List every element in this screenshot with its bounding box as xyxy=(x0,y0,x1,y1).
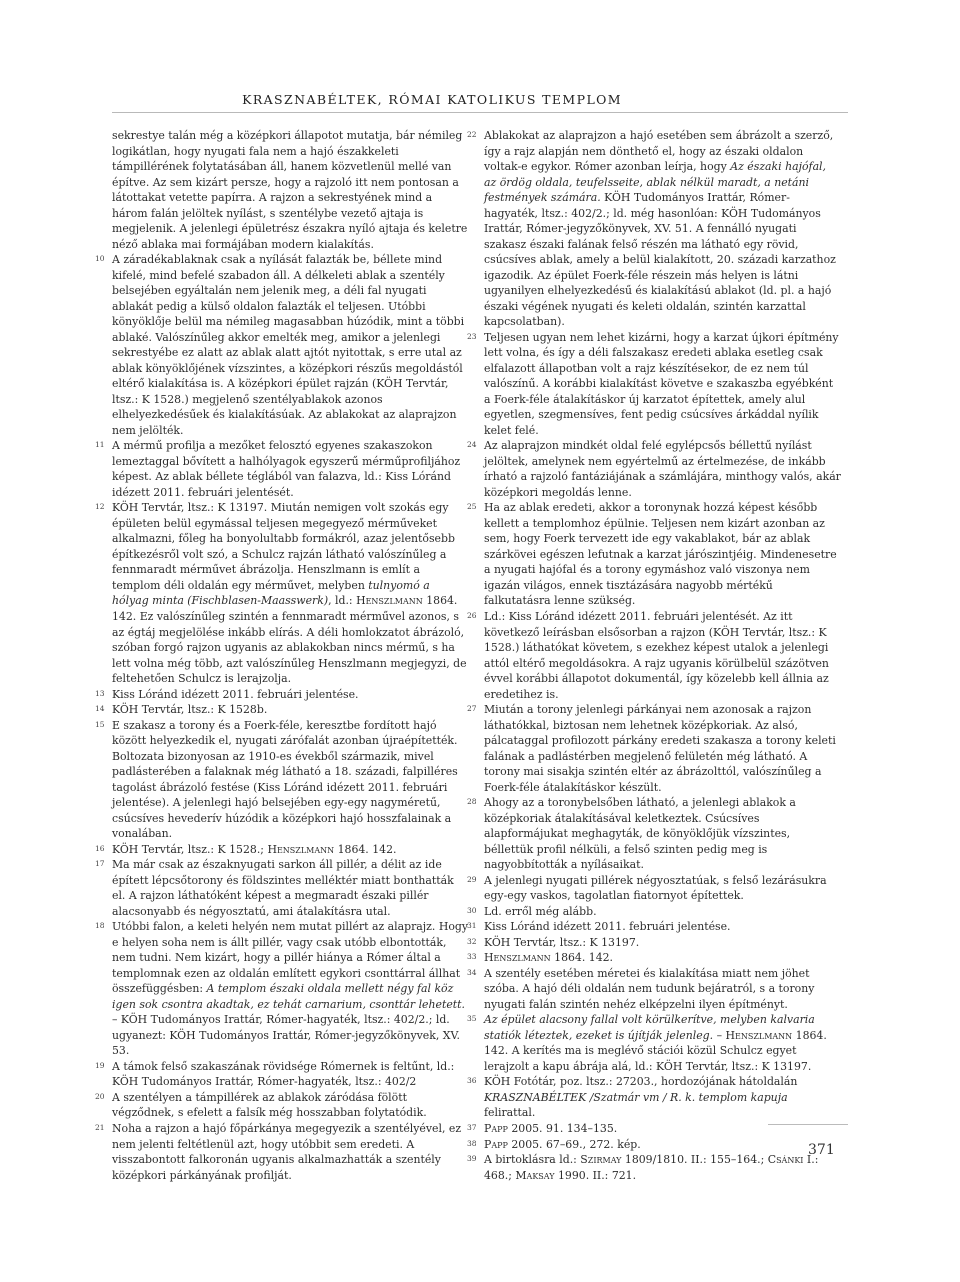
author-name: Henszlmann xyxy=(484,951,551,965)
footnote-number: 25 xyxy=(467,502,477,512)
footnote-text: 2005. 91. 134–135. xyxy=(507,1122,618,1135)
footnote-26 xyxy=(467,609,841,702)
footnote-12 xyxy=(95,500,469,686)
footnote-14 xyxy=(95,702,469,718)
footnote-number: 22 xyxy=(467,130,477,139)
footnote-29 xyxy=(467,873,841,904)
footnote-text: Ld. erről még alább. xyxy=(484,904,597,918)
footnote-text: Ma már csak az északnyugati sarkon áll pillér, a délit az ide épített lépcsőtorony és földszintes melléktér miatt bonthatták el. A rajzon láthatóként képest a megmaradt északi pillér alacsonyabb és négyosztatú, ami átalakításra utal. xyxy=(112,858,454,918)
footnote-30 xyxy=(467,904,841,920)
footnote-text: Az alaprajzon mindkét oldal felé egylépcsős béllettű nyílást jelöltek, amelynek nem egyértelmű az értelmezése, de inkább írható a rajzoló fantáziájának a számlájára, minthogy valós, akár középkori megoldás lenne. xyxy=(484,439,841,499)
footnote-number: 34 xyxy=(467,967,477,977)
footnote-number: 28 xyxy=(467,797,477,807)
footnote-text: A jelenlegi nyugati pillérek négyosztatúak, s felső lezárásukra egy-egy vaskos, tagolatlan fiatornyot építettek. xyxy=(484,873,827,903)
footnote-text: Miután a torony jelenlegi párkányai nem azonosak a rajzon láthatókkal, biztosan nem lehetnek középkoriak. Az alsó, pálcataggal profilozott párkány eredeti szakasza a torony keleti falának a padlástérben megjelenő felületén még látható. A torony mai sisakja szintén eltér az ábrázolttól, valószínűleg a Foerk-féle átalakításkor készült. xyxy=(484,703,836,794)
footnote-number: 30 xyxy=(467,905,477,915)
footnote-number: 17 xyxy=(95,859,105,869)
footnote-number: 38 xyxy=(467,1138,477,1148)
footnote-number: 31 xyxy=(467,921,477,931)
footnote-text: KÖH Tervtár, ltsz.: K 13197. xyxy=(484,935,640,949)
footnote-number: 18 xyxy=(95,921,105,931)
footnote-text: – KÖH Tudományos Irattár, Rómer-hagyaték, ltsz.: 402/2.; ld. ugyanezt: KÖH Tudományos Irattár, Rómer-jegyzőkönyvek, XV. 53. xyxy=(112,1013,460,1058)
footnote-quote: A templom északi oldala mellett négy fal köz igen sok csontra akadtak, ez tehát carnarium, csonttár lehetett. xyxy=(112,982,465,1011)
author-name: Henszlmann xyxy=(725,1028,793,1042)
footnote-18 xyxy=(95,919,469,1059)
page-number: 371 xyxy=(808,1142,835,1158)
footnote-number: 15 xyxy=(95,719,105,729)
footnote-text: 2005. 67–69., 272. kép. xyxy=(507,1137,641,1151)
footnote-text: , ld.: xyxy=(328,594,357,608)
footnote-text: 1990. II.: 721. xyxy=(554,1168,637,1182)
footnote-number: 11 xyxy=(95,440,105,450)
page-number-rule xyxy=(768,1124,848,1125)
footnote-text: KÖH Tervtár, ltsz.: K 13197. Miután nemigen volt szokás egy épületen belül egymással teljesen megegyező mérműveket alkalmazni, főleg ha bonyolultabb formákról, azaz jelentősebb építkezésről volt szó, a Schulcz rajzán látható valószínűleg a fennmaradt mérművet ábrázolja. Henszlmann is említ a templom déli oldalán egy mérművet, melyben xyxy=(112,501,455,592)
footnote-number: 21 xyxy=(95,1123,105,1132)
footnote-text: felirattal. xyxy=(484,1106,536,1120)
footnote-23 xyxy=(467,330,841,439)
footnote-text: Ha az ablak eredeti, akkor a toronynak hozzá képest később kellett a templomhoz épülnie. Teljesen nem kizárt azonban az sem, hogy Foerk tervezett ide egy vakablakot, bár az ablak szárkövei egészen lefutnak a karzat járószintjéig. Mindenesetre a nyugati hajófal és a torony egymáshoz való viszonya nem igazán világos, ennek tisztázására nagyobb mértékű falkutatásra lenne szükség. xyxy=(484,501,837,608)
footnote-number: 29 xyxy=(467,874,477,884)
header-rule xyxy=(112,112,848,113)
footnote-text: KÖH Tervtár, ltsz.: K 1528.; xyxy=(112,842,268,856)
footnote-number: 10 xyxy=(95,254,105,264)
footnote-number: 26 xyxy=(467,610,477,620)
footnote-number: 14 xyxy=(95,704,105,714)
footnote-number: 24 xyxy=(467,440,477,450)
footnote-number: 32 xyxy=(467,936,477,946)
footnote-16 xyxy=(95,842,469,858)
footnote-text: 1864. 142. A kerítés ma is meglévő stációi közül Schulcz egyet lerajzolt a kapu ábrája alá, ld.: KÖH Tervtár, ltsz.: K 13197. xyxy=(484,1028,827,1073)
footnote-text: Ablakokat az alaprajzon a hajó esetében sem ábrázolt a szerző, így a rajz alapján nem dönthető el, hogy az északi oldalon voltak-e egykor. Rómer azonban leírja, hogy xyxy=(484,129,834,174)
footnote-text: 1864. 142. Ez valószínűleg szintén a fennmaradt mérművel azonos, s az égtáj megjelölése inkább elírás. A déli homlokzatot ábrázoló, szóban forgó rajzon ugyanis az ablakokban nincs mérmű, s ha lett volna még több, azt valószínűleg Henszlmann megjegyzi, de feltehetően Schulcz is lerajzolja. xyxy=(112,594,467,686)
footnote-text: I.: 468.; xyxy=(484,1153,819,1182)
footnote-38 xyxy=(467,1137,841,1153)
footnote-number: 16 xyxy=(95,843,105,853)
footnote-17 xyxy=(95,857,469,919)
footnote-text: Teljesen ugyan nem lehet kizárni, hogy a karzat újkori építmény lett volna, és így a déli falszakasz eredeti ablaka esetleg csak elfalazott állapotban volt a rajz készítésekor, de ez nem túl valószínű. A korábbi kialakítást követve e szakaszba egyébként a Foerk-féle átalakításkor új karzatot építettek, amely alul egyetlen, szegmensíves, fent pedig csúcsíves árkáddal nyílik kelet felé. xyxy=(484,330,839,437)
footnote-text: – xyxy=(713,1028,726,1042)
footnote-32 xyxy=(467,935,841,951)
footnote-text: 1864. 142. xyxy=(550,951,614,965)
footnote-text: 1864. 142. xyxy=(334,842,397,856)
footnote-text: A birtoklásra ld.: xyxy=(484,1153,581,1167)
author-name: Papp xyxy=(484,1137,508,1151)
intro-paragraph: sekrestye talán még a középkori állapotot mutatja, bár némileg logikátlan, hogy nyugati fala nem a hajó északkeleti támpillérének folytatásában áll, hanem közvetlenül mellé van építve. Az sem kizárt persze, hogy a rajzoló itt nem pontosan a látottakat vetette papírra. A rajzon a sekrestyének mind a három falán jelöltek nyílást, s szentélybe vezető ajtaja is megjelenik. A jelenlegi épületrész északra nyíló ajtaja és keletre néző ablaka mai formájában modern kialakítás. xyxy=(112,129,468,251)
footnote-text: Kiss Lóránd idézett 2011. februári jelentése. xyxy=(484,920,731,934)
footnote-text: KÖH Tervtár, ltsz.: K 1528b. xyxy=(112,703,268,717)
footnote-number: 13 xyxy=(95,688,105,698)
footnote-21 xyxy=(95,1121,469,1183)
author-name: Henszlmann xyxy=(356,594,423,608)
footnote-19 xyxy=(95,1059,469,1090)
author-name: Maksay xyxy=(515,1168,555,1182)
footnote-text: 1809/1810. II.: 155–164.; xyxy=(621,1153,768,1167)
author-name: Henszlmann xyxy=(267,842,335,856)
left-column xyxy=(95,128,469,1182)
footnote-11 xyxy=(95,438,469,500)
footnote-number: 37 xyxy=(467,1123,477,1132)
author-name: Csánki xyxy=(767,1153,804,1167)
footnote-number: 33 xyxy=(467,952,477,962)
footnote-text: KÖH Tudományos Irattár, Rómer-hagyaték, ltsz.: 402/2.; ld. még hasonlóan: KÖH Tudományos Irattár, Rómer-jegyzőkönyvek, XV. 51. A fennálló nyugati szakasz északi falának felső részén ma látható egy rövid, csúcsíves ablak, amely a belül kialakított, 20. századi karzathoz igazodik. Az épület Foerk-féle részein más helyen is látni ugyanilyen elhelyezkedésű és kialakítású ablakot (ld. pl. a hajó északi végének nyugati és keleti oldalán, szintén karzattal kapcsolatban). xyxy=(484,191,836,329)
footnote-28 xyxy=(467,795,841,873)
footnote-text: E szakasz a torony és a Foerk-féle, keresztbe fordított hajó között helyezkedik el, nyugati zárófalát azonban újraépítették. Boltozata bizonyosan az 1910-es évekből származik, mivel padlásterében a falaknak még látható a 18. századi, falpilléres tagolást ábrázoló festése (Kiss Lóránd idézett 2011. februári jelentése). A jelenlegi hajó belsejében egy-egy nagyméretű, csúcsíves hevederív húzódik a középkori hajó hosszfalainak a vonalában. xyxy=(112,718,458,841)
footnote-quote: Az északi hajófal, az ördög oldala, teufelsseite, ablak nélkül maradt, a netáni festmények számára. xyxy=(484,160,827,205)
footnote-10 xyxy=(95,252,469,438)
footnote-20 xyxy=(95,1090,469,1121)
footnote-35 xyxy=(467,1012,841,1074)
footnote-34 xyxy=(467,966,841,1013)
footnote-25 xyxy=(467,500,841,609)
footnote-text: Ahogy az a toronybelsőben látható, a jelenlegi ablakok a középkoriak átalakításával keletkeztek. Csúcsíves alapformájukat meghagyták, de könyöklőjük vízszintes, béllettük profil nélküli, a felső szinten pedig meg is nagyobbították a nyílásaikat. xyxy=(484,796,796,872)
footnote-39 xyxy=(467,1152,841,1183)
footnote-13 xyxy=(95,687,469,703)
footnote-36 xyxy=(467,1074,841,1121)
footnote-number: 39 xyxy=(467,1154,477,1164)
footnote-22 xyxy=(467,128,841,330)
footnote-number: 36 xyxy=(467,1076,477,1086)
footnote-text: Ld.: Kiss Lóránd idézett 2011. februári jelentését. Az itt következő leírásban elsősorban a rajzon (KÖH Tervtár, ltsz.: K 1528.) láthatókat követem, s ezekhez képest utalok a jelenlegi attól eltérő megoldásokra. A rajz ugyanis körülbelül százötven évvel korábbi állapotot dokumentál, így közelebb kell állnia az eredetihez is. xyxy=(484,609,829,701)
footnote-text: A záradékablaknak csak a nyílását falazták be, béllete mind kifelé, mind befelé szabadon áll. A délkeleti ablak a szentély belsejében egyáltalán nem jelenik meg, a déli fal nyugati ablakát pedig a külső oldalon falazták el teljesen. Utóbbi könyöklője belül ma némileg magasabban húzódik, mint a többi ablaké. Valószínűleg akkor emelték meg, amikor a jelenlegi sekrestyébe ez alatt az ablak alatt ajtót nyitottak, s erre utal az ablak könyöklőjének vízszintes, a középkori részűs megoldástól eltérő kialakítása is. A középkori épület rajzán (KÖH Tervtár, ltsz.: K 1528.) megjelenő szentélyablakok azonos elhelyezkedésűek és kialakításúak. Az ablakokat az alaprajzon nem jelölték. xyxy=(112,253,465,437)
footnote-text: KÖH Fotótár, poz. ltsz.: 27203., hordozójának hátoldalán xyxy=(484,1075,798,1089)
footnote-15 xyxy=(95,718,469,842)
footnote-text: A mérmű profilja a mezőket felosztó egyenes szakaszokon lemeztaggal bővített a halhólyagok egyszerű mérműprofiljához képest. Az ablak béllete téglából van falazva, ld.: Kiss Lóránd idézett 2011. februári jelentését. xyxy=(112,439,461,499)
footnote-number: 23 xyxy=(467,331,477,341)
footnote-27 xyxy=(467,702,841,795)
footnote-text: Kiss Lóránd idézett 2011. februári jelentése. xyxy=(112,687,359,701)
footnote-text: A szentély esetében méretei és kialakítása miatt nem jöhet szóba. A hajó déli oldalán nem tudunk bejáratról, s a torony nyugati falán szintén nehéz elképzelni ilyen építményt. xyxy=(484,966,815,1011)
footnote-text: Noha a rajzon a hajó főpárkánya megegyezik a szentélyével, ez nem jelenti feltétlenül azt, hogy utóbbit sem eredeti. A visszabontott falkoronán ugyanis alkalmazhatták a szentély középkori párkányának profilját. xyxy=(112,1122,462,1182)
footnote-text: Utóbbi falon, a keleti helyén nem mutat pillért az alaprajz. Hogy e helyen soha nem is állt pillér, vagy csak utóbb elbontották, nem tudni. Nem kizárt, hogy a pillér hiánya a Rómer által a templomnak ezen az oldalán említett egykori csonttárral állhat összefüggésben: xyxy=(112,920,469,996)
footnote-quote: Az épület alacsony fallal volt körülkerítve, melyben kalvaria statiók léteztek, ezeket is újítják jelenleg. xyxy=(484,1013,815,1042)
running-header: KRASZNABÉLTEK, RÓMAI KATOLIKUS TEMPLOM xyxy=(242,92,622,107)
footnote-number: 27 xyxy=(467,704,477,714)
author-name: Szirmay xyxy=(580,1153,622,1167)
footnote-text: A szentélyen a támpillérek az ablakok záródása fölött végződnek, s efelett a falsík még hosszabban folytatódik. xyxy=(112,1090,427,1120)
footnote-33 xyxy=(467,950,841,966)
footnote-quote: KRASZNABÉLTEK /Szatmár vm / R. k. templom kapuja xyxy=(484,1090,788,1104)
footnote-31 xyxy=(467,919,841,935)
footnote-number: 12 xyxy=(95,502,105,512)
footnote-text: A támok felső szakaszának rövidsége Rómernek is feltűnt, ld.: KÖH Tudományos Irattár, Rómer-hagyaték, ltsz.: 402/2 xyxy=(112,1059,455,1089)
footnote-number: 20 xyxy=(95,1091,105,1101)
footnote-quote: tulnyomó a hólyag minta (Fischblasen-Maasswerk) xyxy=(112,578,430,608)
author-name: Papp xyxy=(484,1122,508,1135)
footnote-number: 35 xyxy=(467,1014,477,1024)
footnote-24 xyxy=(467,438,841,500)
footnote-number: 19 xyxy=(95,1060,105,1070)
